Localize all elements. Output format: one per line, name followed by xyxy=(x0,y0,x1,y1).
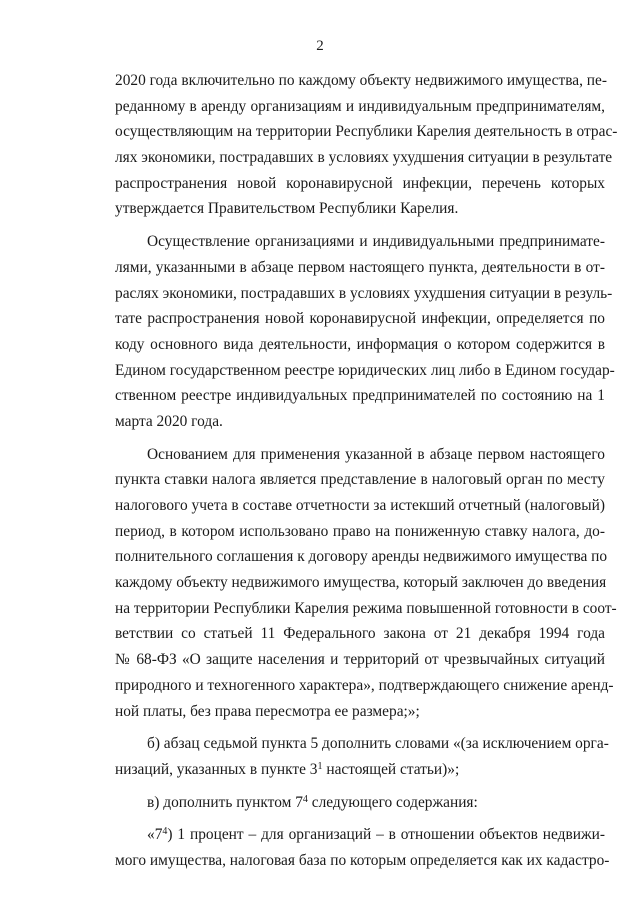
paragraph-2 xyxy=(115,229,615,435)
text-fragment: в) дополнить пунктом 7 xyxy=(147,793,303,811)
text-line: тате распространения новой коронавирусной инфекции, определяется по xyxy=(115,310,605,328)
text-line: распространения новой коронавирусной инфекции, перечень которых xyxy=(115,174,605,192)
superscript: 4 xyxy=(162,826,168,838)
text-line: Едином государственном реестре юридических лиц либо в Едином государ- xyxy=(115,361,615,379)
text-line: б) абзац седьмой пункта 5 дополнить словами «(за исключением орга- xyxy=(147,735,609,753)
text-line: 2020 года включительно по каждому объекту недвижимого имущества, пе- xyxy=(115,72,607,89)
text-line: природного и техногенного характера», подтверждающего снижение аренд- xyxy=(115,676,614,694)
text-line: коду основного вида деятельности, информация о котором содержится в xyxy=(115,335,605,353)
text-line: лях экономики, пострадавших в условиях ухудшения ситуации в результате xyxy=(115,149,613,167)
paragraph-1 xyxy=(115,68,618,222)
text-line: каждому объекту недвижимого имущества, который заключен до введения xyxy=(115,574,607,592)
text-line: осуществляющим на территории Республики Карелия деятельность в отрас- xyxy=(115,123,618,141)
text-line xyxy=(115,757,605,783)
page-number: 2 xyxy=(316,38,324,54)
text-line xyxy=(115,822,605,848)
text-line: налогового учета в составе отчетности за истекший отчетный (налоговый) xyxy=(115,497,605,514)
text-line: пункта ставки налога является представление в налоговый орган по месту xyxy=(115,471,605,489)
text-line: ной платы, без права пересмотра ее размера;»; xyxy=(115,702,420,720)
text-line: Осуществление организациями и индивидуальными предпринимате- xyxy=(147,233,605,251)
text-line: лями, указанными в абзаце первом настоящего пункта, деятельности в от- xyxy=(115,258,605,276)
text-line: ственном реестре индивидуальных предпринимателей по состоянию на 1 xyxy=(115,387,605,405)
text-line: на территории Республики Карелия режима повышенной готовности в соот- xyxy=(115,599,617,617)
superscript: 1 xyxy=(317,760,323,772)
text-line: полнительного соглашения к договору аренды недвижимого имущества по xyxy=(115,548,608,566)
text-fragment: низаций, указанных в пункте 3 xyxy=(115,760,318,778)
text-line: раслях экономики, пострадавших в условиях ухудшения ситуации в резуль- xyxy=(115,284,613,302)
paragraph-quote xyxy=(115,822,610,873)
text-fragment: «7 xyxy=(147,826,163,844)
superscript: 4 xyxy=(302,793,308,805)
document-body xyxy=(115,68,618,874)
text-fragment: настоящей статьи)»; xyxy=(322,760,460,778)
paragraph-v xyxy=(115,790,605,816)
paragraph-b xyxy=(115,731,609,782)
text-line: № 68-ФЗ «О защите населения и территорий от чрезвычайных ситуаций xyxy=(115,651,605,669)
text-fragment: следующего содержания: xyxy=(307,793,478,811)
text-line: марта 2020 года. xyxy=(115,412,223,430)
text-line: мого имущества, налоговая база по которым определяется как их кадастро- xyxy=(115,851,610,869)
text-line: реданному в аренду организациям и индивидуальным предпринимателям, xyxy=(115,97,605,115)
text-line: утверждается Правительством Республики Карелия. xyxy=(115,200,459,218)
text-line: Основанием для применения указанной в абзаце первом настоящего xyxy=(147,445,605,463)
text-line xyxy=(115,790,605,816)
text-line: период, в котором использовано право на пониженную ставку налога, до- xyxy=(115,522,605,540)
text-fragment: ) 1 процент – для организаций – в отношении объектов недвижи- xyxy=(167,826,605,844)
paragraph-3 xyxy=(115,442,617,725)
text-line: ветствии со статьей 11 Федерального закона от 21 декабря 1994 года xyxy=(115,625,605,643)
